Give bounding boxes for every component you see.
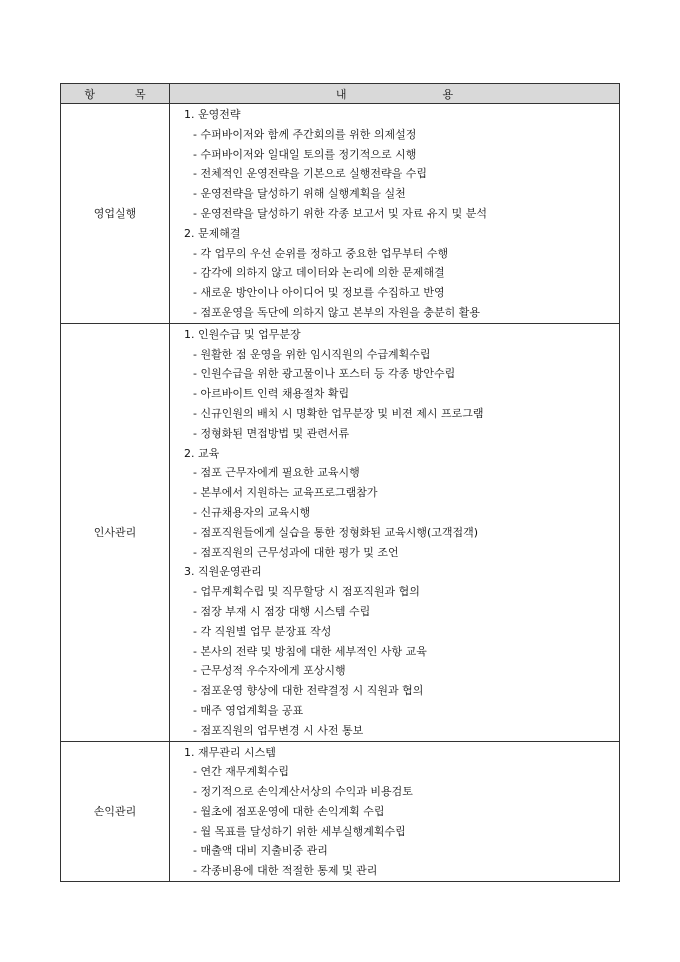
list-item: - 원활한 점 운영을 위한 임시직원의 수급계획수립 <box>193 347 431 361</box>
header-content <box>170 84 620 104</box>
section-title: 1. 재무관리 시스템 <box>184 745 276 759</box>
category-cell: 인사관리 <box>61 323 170 741</box>
list-item: - 운영전략을 달성하기 위한 각종 보고서 및 자료 유지 및 분석 <box>193 206 487 220</box>
list-item: - 각종비용에 대한 적절한 통제 및 관리 <box>193 864 378 878</box>
header-item-char-1: 항 <box>84 87 95 101</box>
content-cell <box>170 741 620 882</box>
content-cell <box>170 323 620 741</box>
list-item: - 월초에 점포운영에 대한 손익계획 수립 <box>193 804 385 818</box>
list-item: - 점포 근무자에게 필요한 교육시행 <box>193 466 360 480</box>
list-item: - 점포직원의 업무변경 시 사전 통보 <box>193 723 364 737</box>
content-cell <box>170 104 620 324</box>
list-item: - 매주 영업계획을 공표 <box>193 703 304 717</box>
category-cell: 손익관리 <box>61 741 170 882</box>
list-item: - 아르바이트 인력 채용절차 확립 <box>193 387 350 401</box>
table-row <box>61 323 620 741</box>
list-item: - 본사의 전략 및 방침에 대한 세부적인 사항 교육 <box>193 644 427 658</box>
list-item: - 수퍼바이저와 일대일 토의를 정기적으로 시행 <box>193 147 417 161</box>
list-item: - 점장 부재 시 점장 대행 시스템 수립 <box>193 604 371 618</box>
list-item: - 점포직원들에게 실습을 통한 정형화된 교육시행(고객접객) <box>193 525 479 539</box>
list-item: - 각 직원별 업무 분장표 작성 <box>193 624 332 638</box>
section-title: 2. 교육 <box>184 446 220 460</box>
list-item: - 운영전략을 달성하기 위해 실행계획을 실천 <box>193 187 406 201</box>
content-table <box>60 83 620 882</box>
list-item: - 새로운 방안이나 아이디어 및 정보를 수집하고 반영 <box>193 286 445 300</box>
section-title: 3. 직원운영관리 <box>184 565 262 579</box>
table-row <box>61 104 620 324</box>
list-item: - 정형화된 면접방법 및 관련서류 <box>193 426 350 440</box>
list-item: - 연간 재무계획수립 <box>193 765 289 779</box>
list-item: - 인원수급을 위한 광고물이나 포스터 등 각종 방안수립 <box>193 367 456 381</box>
list-item: - 전체적인 운영전략을 기본으로 실행전략을 수립 <box>193 167 427 181</box>
table-row <box>61 741 620 882</box>
header-item <box>61 84 170 104</box>
list-item: - 각 업무의 우선 순위를 정하고 중요한 업무부터 수행 <box>193 246 449 260</box>
list-item: - 신규인원의 배치 시 명확한 업무분장 및 비젼 제시 프로그램 <box>193 406 484 420</box>
header-item-char-2: 목 <box>135 87 146 101</box>
list-item: - 월 목표를 달성하기 위한 세부실행계획수립 <box>193 824 406 838</box>
header-content-char-1: 내 <box>335 87 347 101</box>
list-item: - 본부에서 지원하는 교육프로그램참가 <box>193 486 378 500</box>
list-item: - 매출액 대비 지출비중 관리 <box>193 844 328 858</box>
section-title: 1. 인원수급 및 업무분장 <box>184 327 301 341</box>
list-item: - 점포직원의 근무성과에 대한 평가 및 조언 <box>193 545 399 559</box>
category-cell: 영업실행 <box>61 104 170 324</box>
list-item: - 수퍼바이저와 함께 주간회의를 위한 의제설정 <box>193 127 417 141</box>
list-item: - 감각에 의하지 않고 데이터와 논리에 의한 문제해결 <box>193 266 445 280</box>
list-item: - 신규채용자의 교육시행 <box>193 505 311 519</box>
list-item: - 업무계획수립 및 직무할당 시 점포직원과 협의 <box>193 585 420 599</box>
section-title: 1. 운영전략 <box>184 108 241 121</box>
section-title: 2. 문제해결 <box>184 226 241 240</box>
list-item: - 점포운영 향상에 대한 전략결정 시 직원과 협의 <box>193 684 424 698</box>
table-body <box>61 104 620 882</box>
header-row <box>61 84 620 104</box>
list-item: - 점포운영을 독단에 의하지 않고 본부의 자원을 충분히 활용 <box>193 305 480 319</box>
header-content-char-2: 용 <box>442 87 454 101</box>
list-item: - 정기적으로 손익계산서상의 수익과 비용검토 <box>193 785 413 799</box>
list-item: - 근무성적 우수자에게 포상시행 <box>193 664 346 678</box>
